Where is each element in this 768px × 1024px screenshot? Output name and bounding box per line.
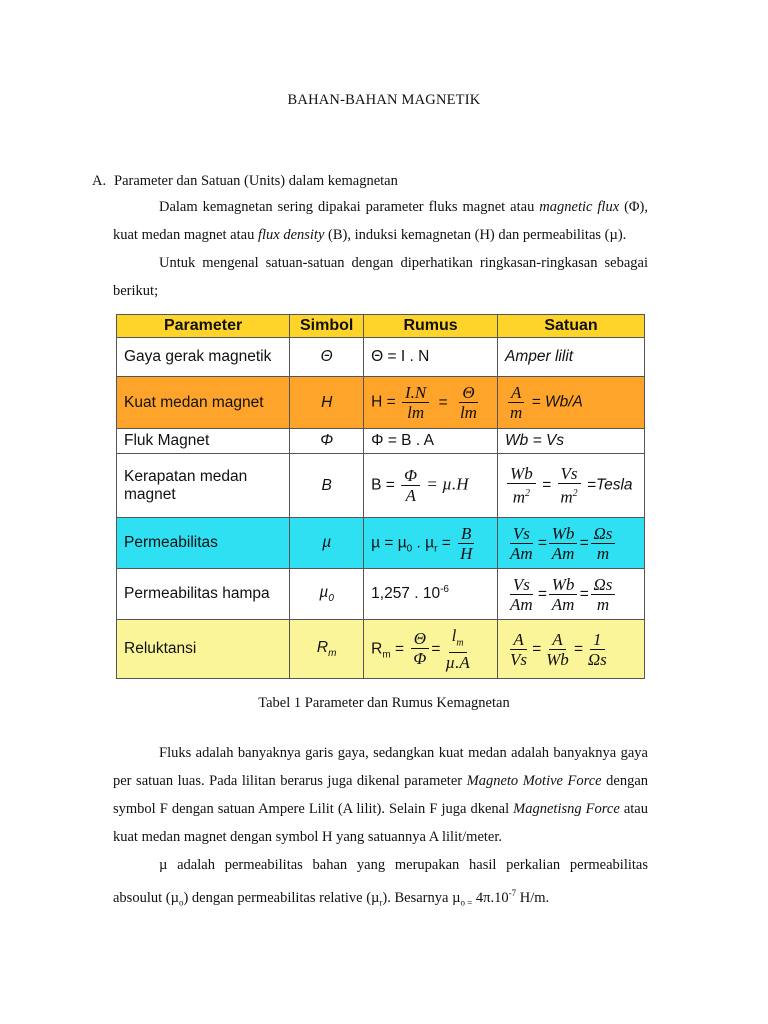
paragraph-flux (113, 739, 648, 851)
fraction-numerator: A (508, 383, 524, 403)
fraction-denominator: Vs (510, 649, 528, 669)
formula-tail: = µ.H (426, 474, 469, 494)
formula-lhs: B = (371, 476, 395, 494)
cell-parameter: Gaya gerak magnetik (117, 338, 290, 377)
subscript: r (379, 897, 383, 908)
fraction-denominator: m (596, 594, 610, 614)
cell-symbol: Φ (290, 429, 364, 454)
cell-unit: $\frac{Vs}{Am}$ = $\frac{Wb}{Am}$ = $\frac{\Omega s}{m}$ (498, 569, 645, 620)
fraction (591, 575, 616, 614)
cell-parameter: Kuat medan magnet (117, 377, 290, 429)
fraction-numerator: Ωs (591, 575, 616, 595)
parameter-table (116, 314, 645, 679)
fraction (410, 629, 429, 668)
fraction-numerator: Φ (401, 466, 420, 486)
cell-formula: Θ = I . N (364, 338, 498, 377)
numerator-base: l (451, 625, 457, 645)
subscript: m (328, 648, 337, 660)
cell-unit: Amper lilit (498, 338, 645, 377)
cell-parameter: Permeabilitas hampa (117, 569, 290, 620)
cell-formula (364, 569, 498, 620)
page-title: BAHAN-BAHAN MAGNETIK (287, 92, 481, 108)
paragraph-text: ) dengan permeabilitas relative (µ (183, 889, 380, 906)
fraction-denominator: Ωs (587, 649, 607, 669)
cell-parameter: Permeabilitas (117, 518, 290, 569)
paragraph-emphasis: Magneto Motive Force (466, 773, 602, 789)
table-row (117, 377, 645, 429)
fraction-numerator: Wb (507, 464, 536, 484)
paragraph-text: dengan symbol F dengan satuan Ampere Lilit (A lilit). Selain F juga dkenal (113, 773, 648, 817)
unit-tail: =Tesla (586, 476, 633, 494)
fraction (549, 524, 578, 563)
fraction-numerator (449, 626, 467, 653)
formula-lhs: H = (371, 393, 396, 411)
paragraph-text: ). Besarnya µ (382, 889, 461, 906)
table-header-row (117, 315, 645, 338)
fraction-numerator: Wb (549, 575, 578, 595)
fraction (442, 626, 472, 672)
fraction (507, 383, 525, 422)
section-heading-text: Parameter dan Satuan (Units) dalam kemagnetan (114, 173, 398, 189)
fraction (401, 466, 420, 505)
section-heading (92, 173, 398, 190)
table-row (117, 518, 645, 569)
paragraph-units (113, 249, 648, 305)
paragraph-text: atau kuat medan magnet dengan symbol H yang satuannya A lilit/meter. (113, 801, 648, 845)
table-row (117, 569, 645, 620)
fraction (543, 630, 572, 669)
fraction-denominator: Am (551, 594, 575, 614)
unit-tail: = Wb/A (531, 393, 583, 411)
equals-sign: = (438, 393, 448, 411)
fraction (557, 464, 580, 507)
table-row (117, 454, 645, 518)
fraction-denominator: H (460, 543, 473, 563)
cell-symbol (290, 569, 364, 620)
header-symbol: Simbol (290, 315, 364, 338)
subscript: r (434, 543, 438, 555)
equals-sign: = (390, 640, 405, 658)
fraction (591, 524, 616, 563)
section-letter: A. (92, 173, 107, 189)
paragraph-text: H/m. (516, 889, 550, 906)
paragraph-emphasis: flux density (257, 227, 325, 243)
equals-sign: = (437, 534, 451, 552)
cell-parameter: Reluktansi (117, 620, 290, 679)
fraction-numerator: Vs (510, 575, 533, 595)
fraction-numerator: B (458, 524, 474, 544)
fraction-denominator (557, 484, 580, 507)
header-unit: Satuan (498, 315, 645, 338)
fraction-denominator: Am (510, 543, 533, 563)
table-row (117, 620, 645, 679)
denominator-base: m (512, 487, 525, 507)
cell-unit: $\frac{A}{Vs}$ = $\frac{A}{Wb}$ = $\frac{1}{\Omega s}$ (498, 620, 645, 679)
cell-symbol: Θ (290, 338, 364, 377)
fraction (507, 630, 530, 669)
paragraph-text: Untuk mengenal satuan-satuan dengan diperhatikan ringkasan-ringkasan sebagai berikut; (113, 255, 648, 299)
formula-text: 1,257 . 10 (371, 585, 441, 603)
table-row (117, 338, 645, 377)
fraction-numerator: Θ (459, 383, 477, 403)
paragraph-intro (113, 193, 648, 249)
cell-formula (364, 377, 498, 429)
paragraph-text: 4π.10 (472, 889, 509, 906)
cell-formula (364, 454, 498, 518)
fraction (507, 464, 536, 507)
subscript: o (178, 897, 184, 908)
header-formula: Rumus (364, 315, 498, 338)
paragraph-emphasis: magnetic flux (539, 199, 620, 215)
cell-symbol (290, 620, 364, 679)
fraction-denominator: lm (459, 403, 477, 422)
fraction (457, 383, 480, 422)
cell-formula: $R_m$ = $\frac{\Theta}{\Phi}$ = $\frac{l_m}{\text{µ.A}}$ (364, 620, 498, 679)
symbol-base: µ (319, 583, 329, 601)
cell-formula: Φ = B . A (364, 429, 498, 454)
paragraph-text: µ adalah permeabilitas bahan yang merupakan hasil perkalian permeabilitas absoulut (µ (113, 857, 648, 906)
fraction (507, 524, 536, 563)
cell-unit: $\frac{Vs}{Am}$ = $\frac{Wb}{Am}$ = $\frac{\Omega s}{m}$ (498, 518, 645, 569)
paragraph-text: (B), induksi kemagnetan (H) dan permeabilitas (µ). (324, 227, 627, 243)
fraction (585, 630, 610, 669)
cell-unit (498, 377, 645, 429)
subscript: m (456, 637, 464, 649)
cell-symbol: µ (290, 518, 364, 569)
paragraph-text: (Φ), kuat medan magnet atau (113, 199, 648, 243)
paragraph-emphasis: Magnetisng Force (513, 801, 620, 817)
formula-lhs: µ = µ (371, 534, 407, 552)
fraction-numerator: Θ (411, 629, 429, 649)
subscript: o = (460, 897, 473, 908)
equals-sign: = (542, 476, 552, 494)
fraction-numerator: A (549, 630, 565, 650)
fraction-denominator: A (405, 486, 416, 505)
subscript: 0 (406, 543, 413, 555)
exponent: 2 (572, 488, 578, 500)
cell-parameter: Fluk Magnet (117, 429, 290, 454)
fraction-numerator: 1 (590, 630, 605, 650)
fraction-denominator: Φ (413, 649, 427, 669)
fraction-denominator: Wb (546, 649, 569, 669)
cell-unit (498, 454, 645, 518)
subscript: m (382, 649, 391, 661)
table-row (117, 429, 645, 454)
formula-lhs: R (371, 640, 383, 658)
paragraph-text: Fluks adalah banyaknya garis gaya, sedangkan kuat medan adalah banyaknya gaya per satuan luas. Pada lilitan berarus juga dikenal parameter (113, 745, 648, 789)
fraction-numerator: Wb (549, 524, 578, 544)
formula-mid: . µ (412, 534, 435, 552)
fraction-numerator: Ωs (591, 524, 616, 544)
fraction-numerator: I.N (402, 383, 429, 403)
fraction-denominator: Am (551, 543, 575, 563)
fraction-numerator: Vs (558, 464, 581, 484)
fraction (457, 524, 475, 563)
exponent: -7 (508, 888, 517, 898)
exponent: 2 (525, 488, 530, 500)
symbol-base: R (316, 638, 329, 656)
header-parameter: Parameter (117, 315, 290, 338)
exponent: -6 (440, 584, 449, 596)
subscript: 0 (328, 593, 334, 605)
fraction-denominator (510, 484, 533, 507)
table-caption: Tabel 1 Parameter dan Rumus Kemagnetan (258, 695, 510, 711)
fraction-denominator: m (510, 403, 523, 422)
denominator-base: m (560, 487, 573, 507)
cell-unit: Wb = Vs (498, 429, 645, 454)
fraction-denominator: lm (407, 403, 425, 422)
fraction-denominator: µ.A (445, 653, 470, 673)
cell-symbol: H (290, 377, 364, 429)
fraction (507, 575, 536, 614)
fraction-numerator: A (510, 630, 526, 650)
cell-formula (364, 518, 498, 569)
fraction-numerator: Vs (510, 524, 533, 544)
paragraph-permeability (113, 851, 648, 917)
cell-symbol: B (290, 454, 364, 518)
fraction-denominator: Am (510, 594, 533, 614)
fraction (549, 575, 578, 614)
paragraph-text: Dalam kemagnetan sering dipakai parameter fluks magnet atau (159, 199, 540, 215)
cell-parameter: Kerapatan medan magnet (117, 454, 290, 518)
fraction-denominator: m (596, 543, 610, 563)
fraction (402, 383, 429, 422)
